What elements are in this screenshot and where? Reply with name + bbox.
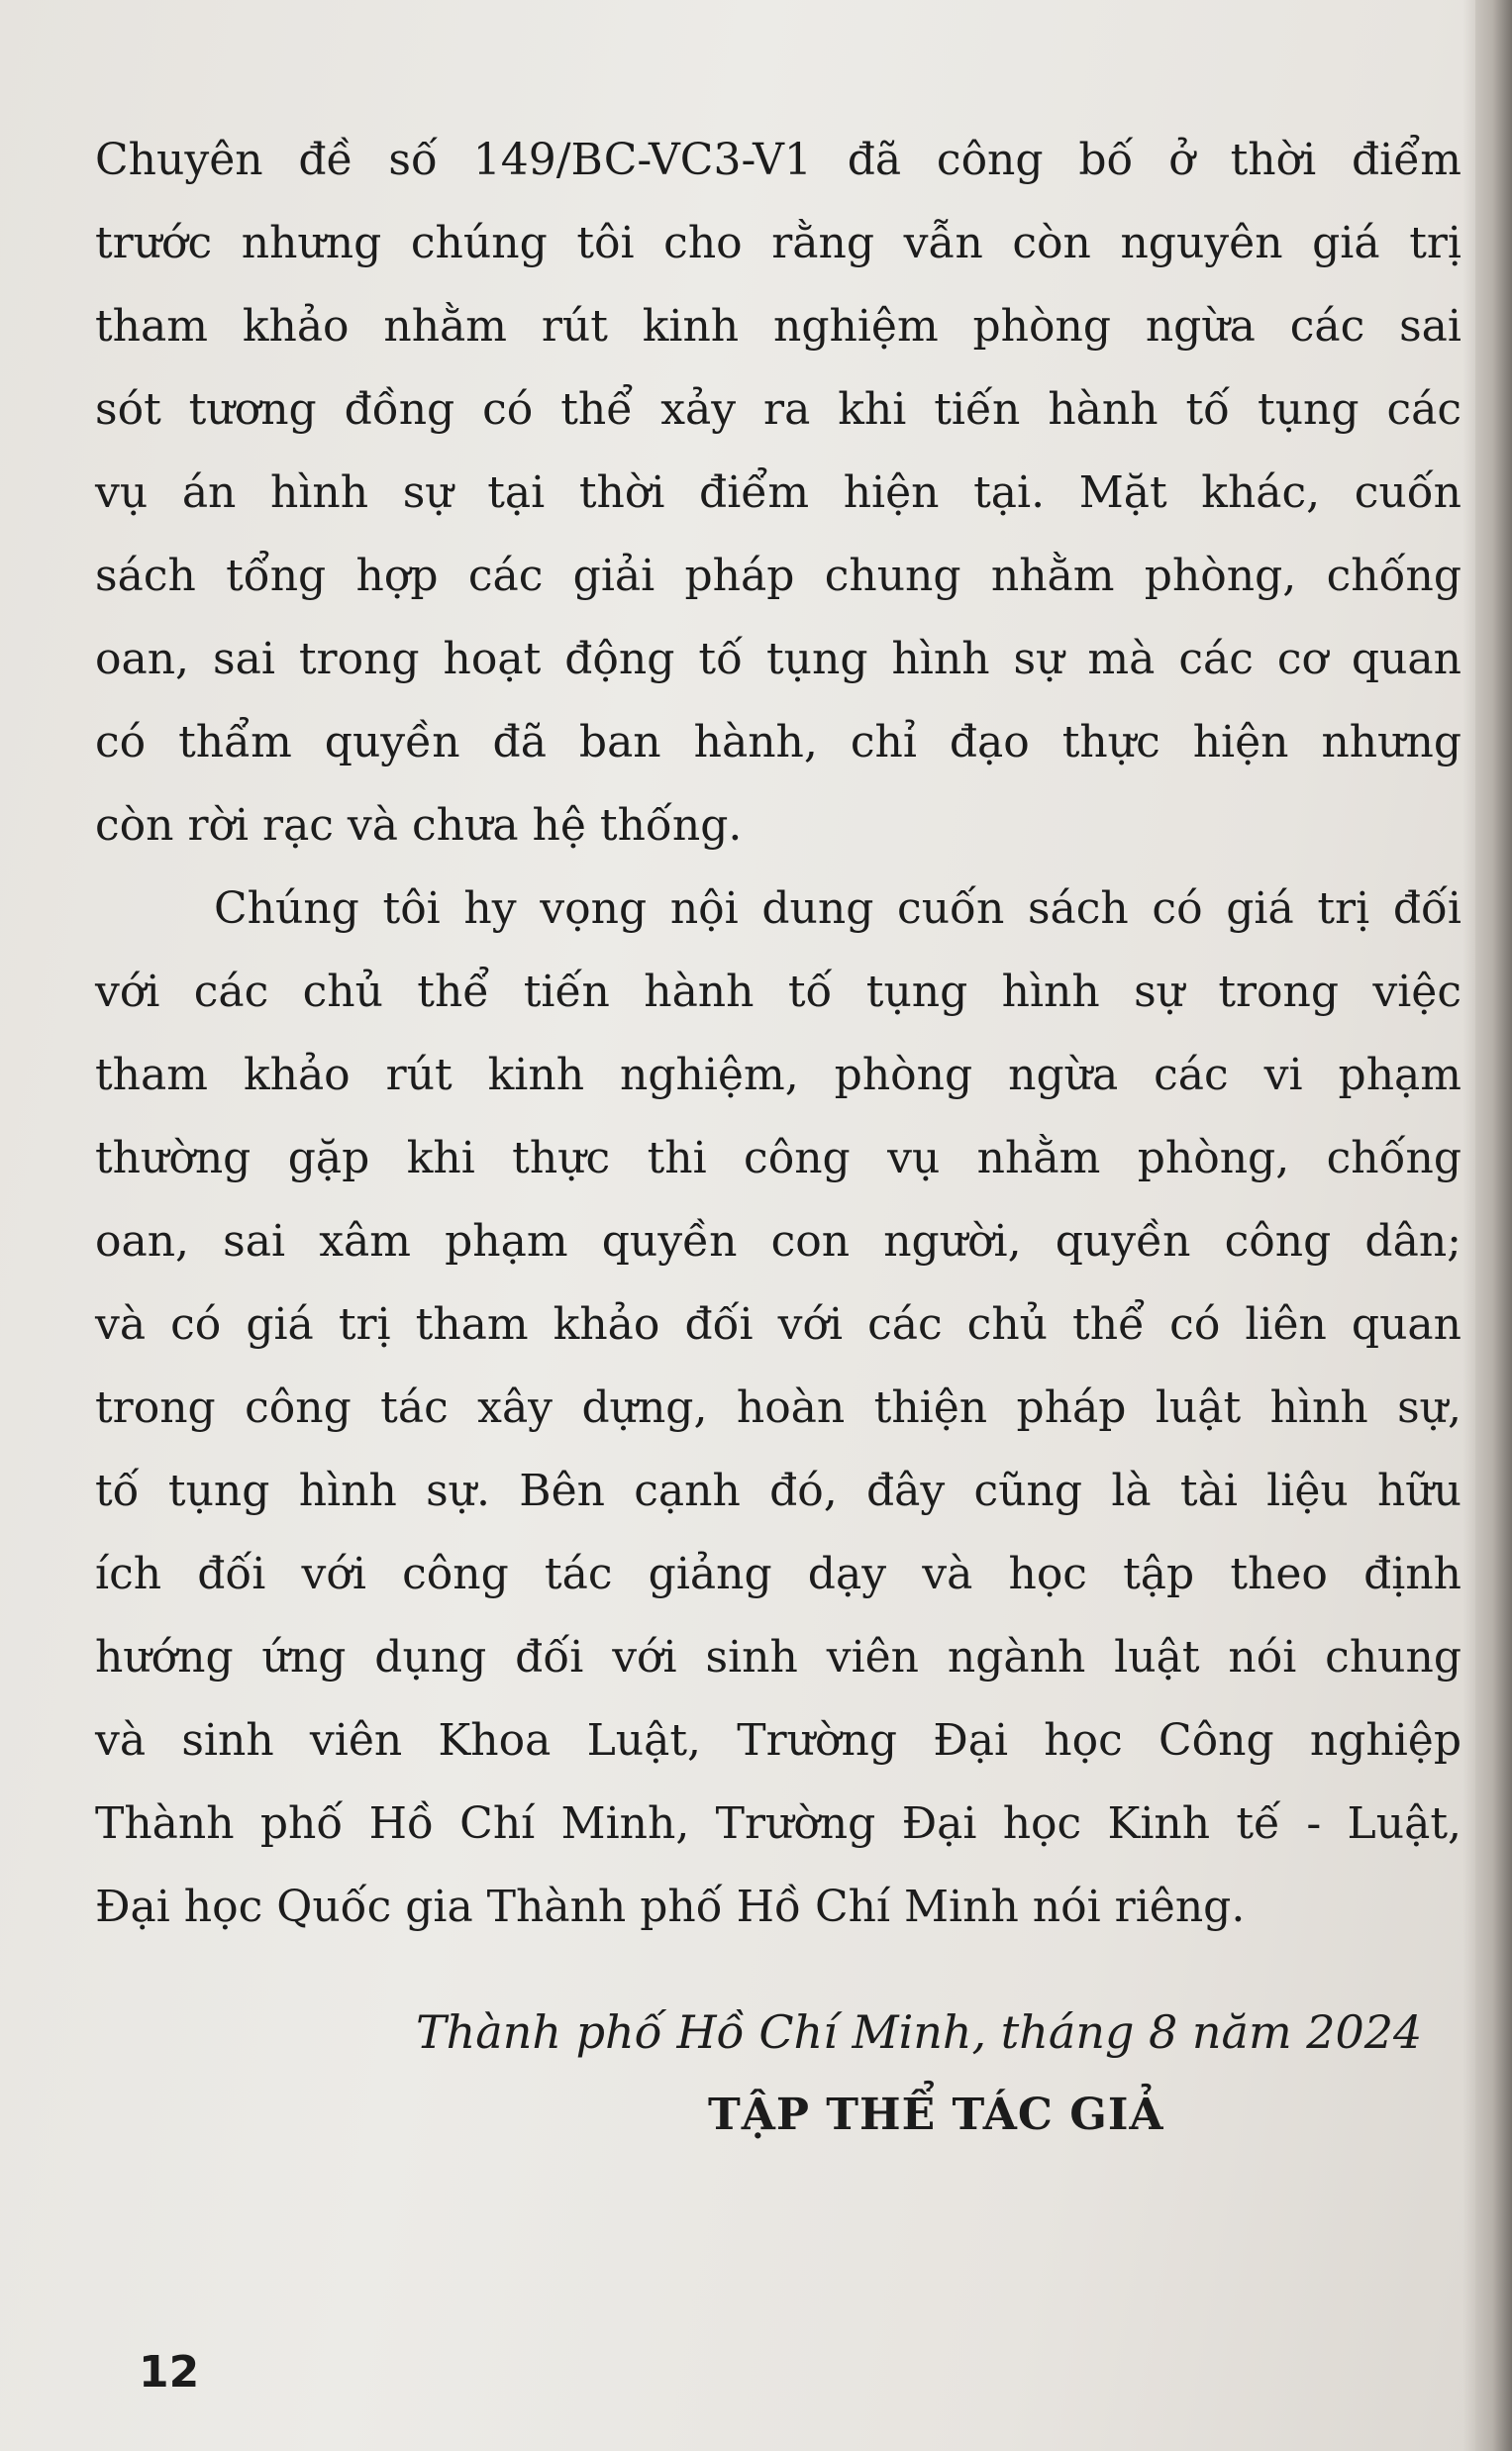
text-line: Chúng tôi hy vọng nội dung cuốn sách có giá trị đối [214,883,1462,934]
text-line: sót tương đồng có thể xảy ra khi tiến hành tố tụng các [95,384,1462,435]
text-line: còn rời rạc và chưa hệ thống. [95,800,743,851]
signature-place-date: Thành phố Hồ Chí Minh, tháng 8 năm 2024 [416,2005,1423,2059]
text-line: và sinh viên Khoa Luật, Trường Đại học Công nghiệp [95,1715,1462,1766]
paragraph-1 [95,119,1462,868]
text-line: Chuyên đề số 149/BC-VC3-V1 đã công bố ở thời điểm [95,135,1462,185]
text-line: Thành phố Hồ Chí Minh, Trường Đại học Kinh tế - Luật, [95,1798,1462,1849]
page-number: 12 [139,2347,200,2398]
text-line: tham khảo nhằm rút kinh nghiệm phòng ngừa các sai [95,301,1462,352]
body-text [95,119,1462,1949]
text-line: và có giá trị tham khảo đối với các chủ thể có liên quan [95,1299,1462,1350]
text-line: trong công tác xây dựng, hoàn thiện pháp luật hình sự, [95,1382,1462,1433]
text-line: với các chủ thể tiến hành tố tụng hình sự trong việc [95,967,1462,1017]
signature-authors: TẬP THỂ TÁC GIẢ [708,2090,1164,2140]
text-line: Đại học Quốc gia Thành phố Hồ Chí Minh nói riêng. [95,1882,1246,1932]
text-line: tham khảo rút kinh nghiệm, phòng ngừa các vi phạm [95,1050,1462,1100]
text-line: oan, sai xâm phạm quyền con người, quyền công dân; [95,1216,1462,1267]
text-line: thường gặp khi thực thi công vụ nhằm phòng, chống [95,1133,1462,1183]
text-line: vụ án hình sự tại thời điểm hiện tại. Mặt khác, cuốn [95,467,1462,518]
text-line: tố tụng hình sự. Bên cạnh đó, đây cũng là tài liệu hữu [95,1466,1462,1516]
text-line: oan, sai trong hoạt động tố tụng hình sự mà các cơ quan [95,634,1462,684]
text-line: sách tổng hợp các giải pháp chung nhằm phòng, chống [95,551,1462,601]
text-line: có thẩm quyền đã ban hành, chỉ đạo thực hiện nhưng [95,717,1462,767]
paragraph-2 [95,868,1462,1949]
text-line: hướng ứng dụng đối với sinh viên ngành luật nói chung [95,1632,1462,1683]
page-edge-shadow [1462,0,1512,2451]
text-line: trước nhưng chúng tôi cho rằng vẫn còn nguyên giá trị [95,218,1462,268]
text-line: ích đối với công tác giảng dạy và học tập theo định [95,1549,1462,1599]
